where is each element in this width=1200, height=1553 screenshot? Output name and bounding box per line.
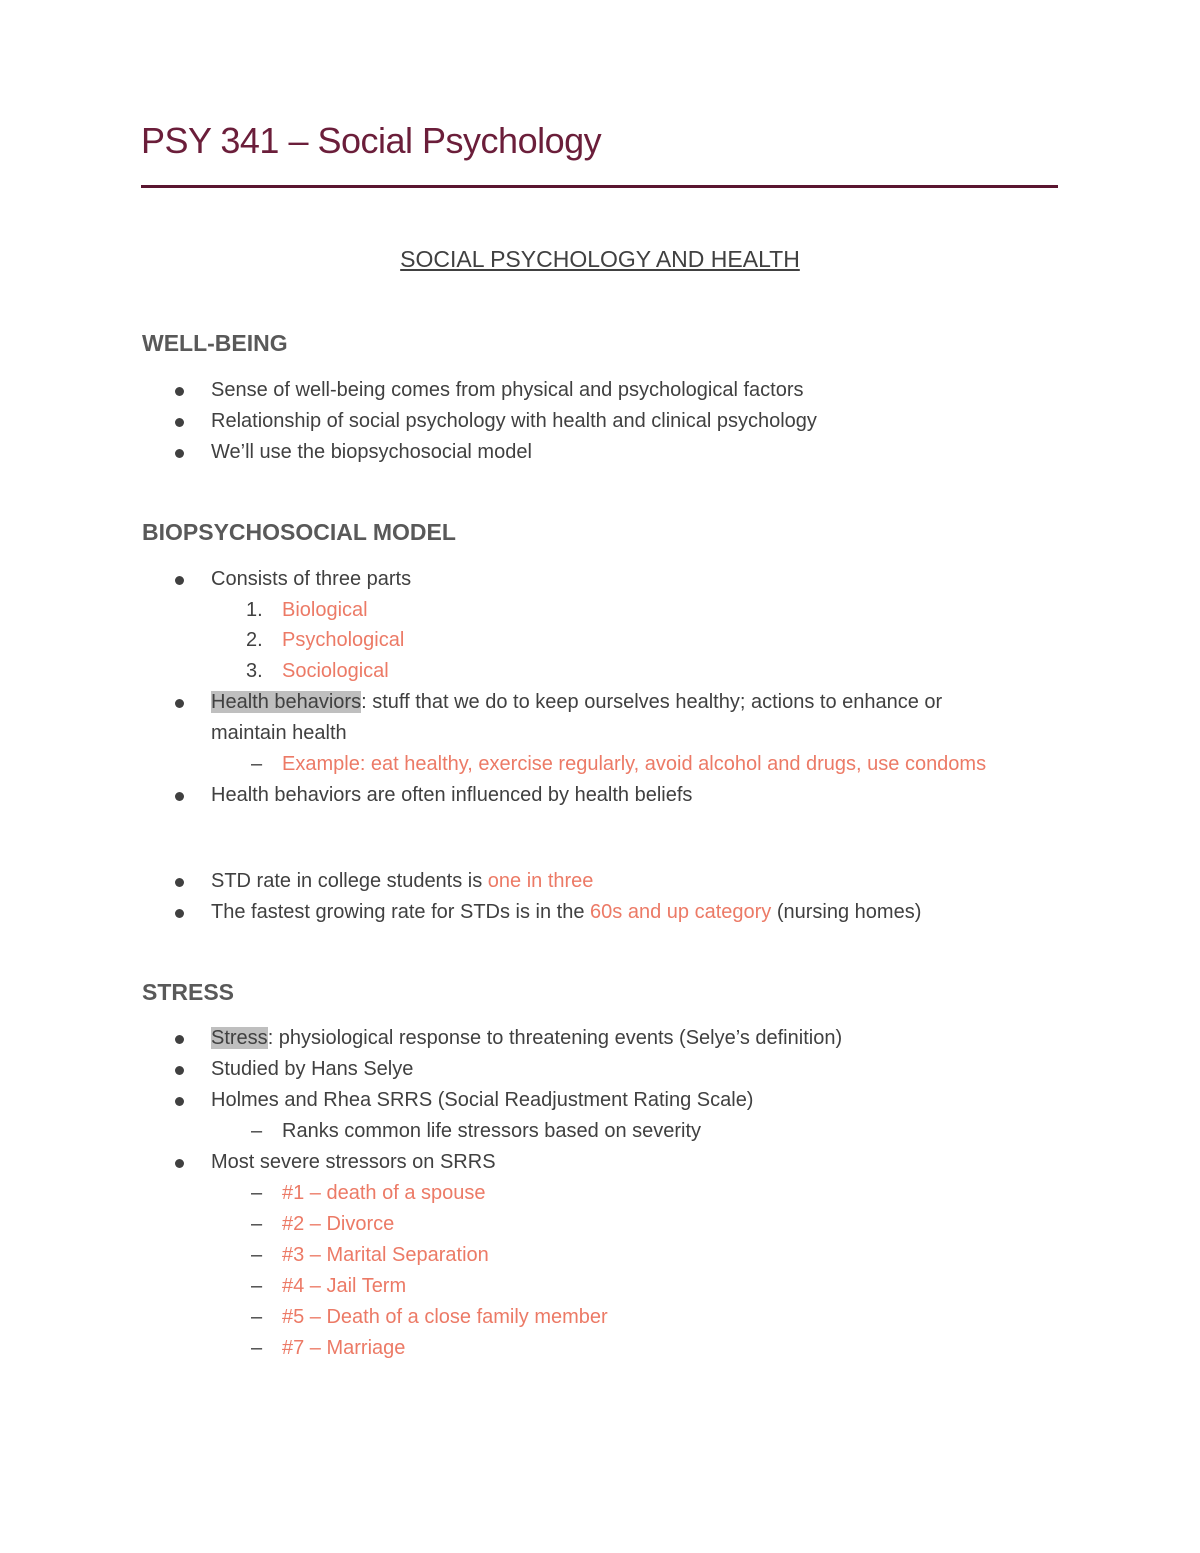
- list-number: 1.: [246, 599, 263, 621]
- stressor-item: #7 – Marriage: [282, 1337, 406, 1359]
- bullet-icon: [175, 449, 184, 458]
- list-item: Sense of well-being comes from physical and psychological factors: [211, 379, 804, 401]
- list-item: [211, 1023, 842, 1054]
- dash-marker: –: [251, 753, 263, 775]
- item-text: The fastest growing rate for STDs is in the: [211, 901, 591, 923]
- item-text: STD rate in college students is: [211, 870, 488, 892]
- section-heading-wellbeing: WELL-BEING: [142, 330, 288, 356]
- stressor-item: #5 – Death of a close family member: [282, 1306, 608, 1328]
- list-item: Relationship of social psychology with health and clinical psychology: [211, 410, 817, 432]
- document-title: PSY 341 – Social Psychology: [141, 120, 602, 161]
- stressor-item: #4 – Jail Term: [282, 1275, 407, 1297]
- bullet-icon: [175, 792, 184, 801]
- bullet-icon: [175, 1159, 184, 1168]
- list-item-continuation: maintain health: [211, 722, 347, 744]
- bullet-icon: [175, 576, 184, 585]
- bullet-icon: [175, 909, 184, 918]
- section-heading-biopsychosocial: BIOPSYCHOSOCIAL MODEL: [142, 519, 456, 545]
- definition-text: : physiological response to threatening events (Selye’s definition): [267, 1027, 843, 1049]
- highlighted-term: Stress: [211, 1027, 268, 1049]
- section-heading-stress: STRESS: [142, 979, 235, 1005]
- list-item: [211, 866, 593, 897]
- document-subtitle: SOCIAL PSYCHOLOGY AND HEALTH: [400, 246, 800, 272]
- bullet-icon: [175, 387, 184, 396]
- list-item: Consists of three parts: [211, 568, 412, 590]
- bullet-icon: [175, 1066, 184, 1075]
- dash-marker: –: [251, 1306, 263, 1328]
- list-item: [211, 687, 942, 718]
- dash-marker: –: [251, 1182, 263, 1204]
- list-item: We’ll use the biopsychosocial model: [211, 441, 532, 463]
- bullet-icon: [175, 1097, 184, 1106]
- list-item: Health behaviors are often influenced by health beliefs: [211, 784, 693, 806]
- list-number: 2.: [246, 629, 263, 651]
- bullet-icon: [175, 878, 184, 887]
- definition-text: : stuff that we do to keep ourselves healthy; actions to enhance or: [361, 691, 943, 713]
- stressor-item: #2 – Divorce: [282, 1213, 395, 1235]
- sub-list-item: Ranks common life stressors based on severity: [282, 1120, 702, 1142]
- emphasis-text: 60s and up category: [590, 901, 772, 923]
- list-item: Studied by Hans Selye: [211, 1058, 414, 1080]
- numbered-item: Sociological: [282, 660, 389, 682]
- dash-marker: –: [251, 1275, 263, 1297]
- numbered-item: Psychological: [282, 629, 405, 651]
- dash-marker: –: [251, 1120, 263, 1142]
- sub-list-item: Example: eat healthy, exercise regularly, avoid alcohol and drugs, use condoms: [282, 753, 987, 775]
- dash-marker: –: [251, 1337, 263, 1359]
- dash-marker: –: [251, 1213, 263, 1235]
- dash-marker: –: [251, 1244, 263, 1266]
- list-item: Holmes and Rhea SRRS (Social Readjustment Rating Scale): [211, 1089, 754, 1111]
- bullet-icon: [175, 418, 184, 427]
- item-text: (nursing homes): [771, 901, 922, 923]
- highlighted-term: Health behaviors: [211, 691, 362, 713]
- title-divider: [141, 185, 1058, 188]
- stressor-item: #1 – death of a spouse: [282, 1182, 486, 1204]
- list-item: Most severe stressors on SRRS: [211, 1151, 496, 1173]
- bullet-icon: [175, 699, 184, 708]
- stressor-item: #3 – Marital Separation: [282, 1244, 489, 1266]
- emphasis-text: one in three: [487, 870, 594, 892]
- list-item: [211, 897, 921, 928]
- numbered-item: Biological: [282, 599, 368, 621]
- list-number: 3.: [246, 660, 263, 682]
- bullet-icon: [175, 1035, 184, 1044]
